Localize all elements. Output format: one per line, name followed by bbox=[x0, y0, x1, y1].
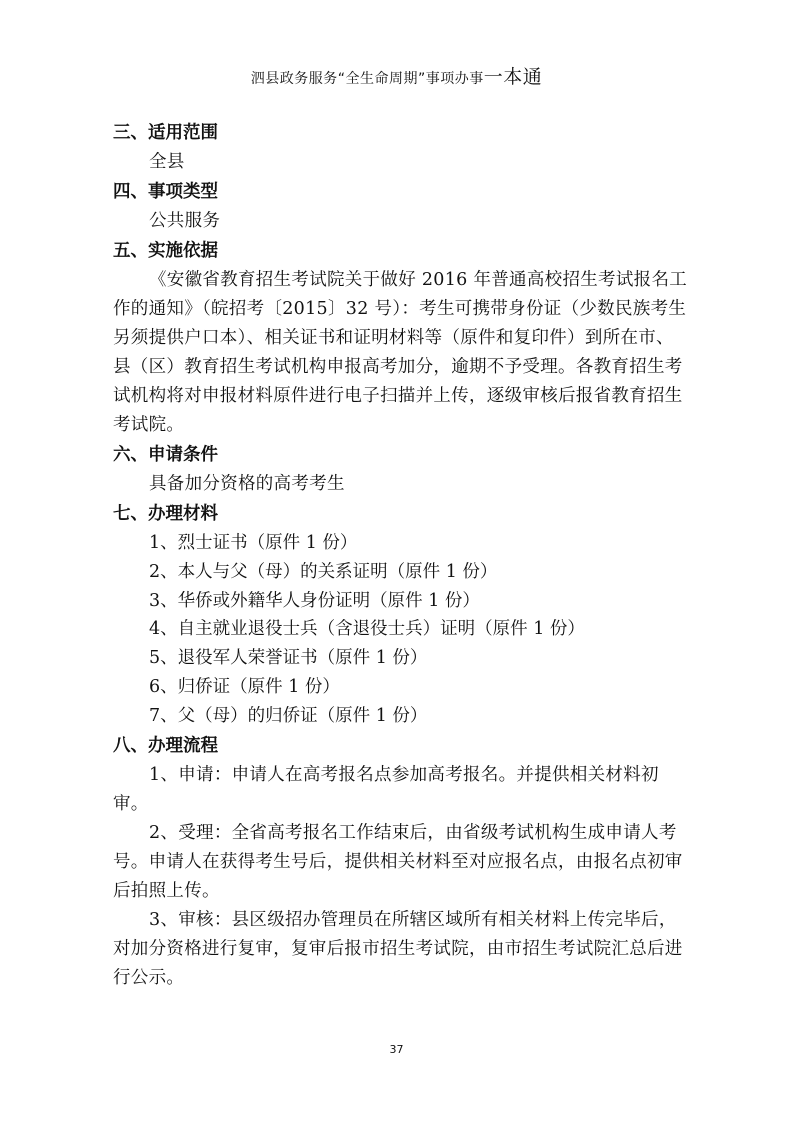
running-header bbox=[0, 62, 793, 89]
section-paragraph: 具备加分资格的高考考生 bbox=[149, 474, 345, 494]
list-item: 7、父（母）的归侨证（原件 1 份） bbox=[149, 705, 428, 726]
list-item: 5、退役军人荣誉证书（原件 1 份） bbox=[149, 648, 428, 669]
header-title: 泗县政务服务“全生命周期”事项办事 bbox=[250, 71, 484, 87]
section-paragraph: 2、受理：全省高考报名工作结束后，由省级考试机构生成申请人考号。申请人在获得考生号后，提供相关材料至对应报名点，由报名点初审后拍照上传。 bbox=[113, 822, 683, 901]
section-heading: 七、办理材料 bbox=[113, 504, 218, 524]
section-heading: 三、适用范围 bbox=[113, 123, 218, 143]
list-item: 3、华侨或外籍华人身份证明（原件 1 份） bbox=[149, 590, 480, 611]
section-heading: 五、实施依据 bbox=[113, 241, 218, 261]
section-paragraph: 全县 bbox=[149, 152, 185, 172]
section-paragraph: 1、申请：申请人在高考报名点参加高考报名。并提供相关材料初审。 bbox=[113, 764, 659, 814]
section-paragraph: 3、审核：县区级招办管理员在所辖区域所有相关材料上传完毕后，对加分资格进行复审，复审后报市招生考试院，由市招生考试院汇总后进行公示。 bbox=[113, 909, 683, 988]
section-paragraph: 《安徽省教育招生考试院关于做好 2016 年普通高校招生考试报名工作的通知》（皖招考〔2015〕32 号）：考生可携带身份证（少数民族考生另须提供户口本）、相关证书和证明材料等（原件和复印件）到所在市、县（区）教育招生考试机构申报高考加分，逾期不予受理。各教育招生考试机构将对申报材料原件进行电子扫描并上传，逐级审核后报省教育招生考试院。 bbox=[113, 270, 688, 435]
section-heading: 八、办理流程 bbox=[113, 735, 218, 756]
document-body bbox=[113, 118, 691, 993]
list-item: 6、归侨证（原件 1 份） bbox=[149, 676, 340, 697]
header-title-emphasis: 一本通 bbox=[483, 66, 543, 88]
list-item: 1、烈士证书（原件 1 份） bbox=[149, 533, 358, 553]
list-item: 4、自主就业退役士兵（含退役士兵）证明（原件 1 份） bbox=[149, 619, 585, 640]
section-heading: 六、申请条件 bbox=[113, 445, 218, 465]
list-item: 2、本人与父（母）的关系证明（原件 1 份） bbox=[149, 561, 498, 582]
page-number: 37 bbox=[389, 1043, 404, 1056]
section-heading: 四、事项类型 bbox=[113, 182, 218, 202]
section-paragraph: 公共服务 bbox=[149, 211, 221, 231]
